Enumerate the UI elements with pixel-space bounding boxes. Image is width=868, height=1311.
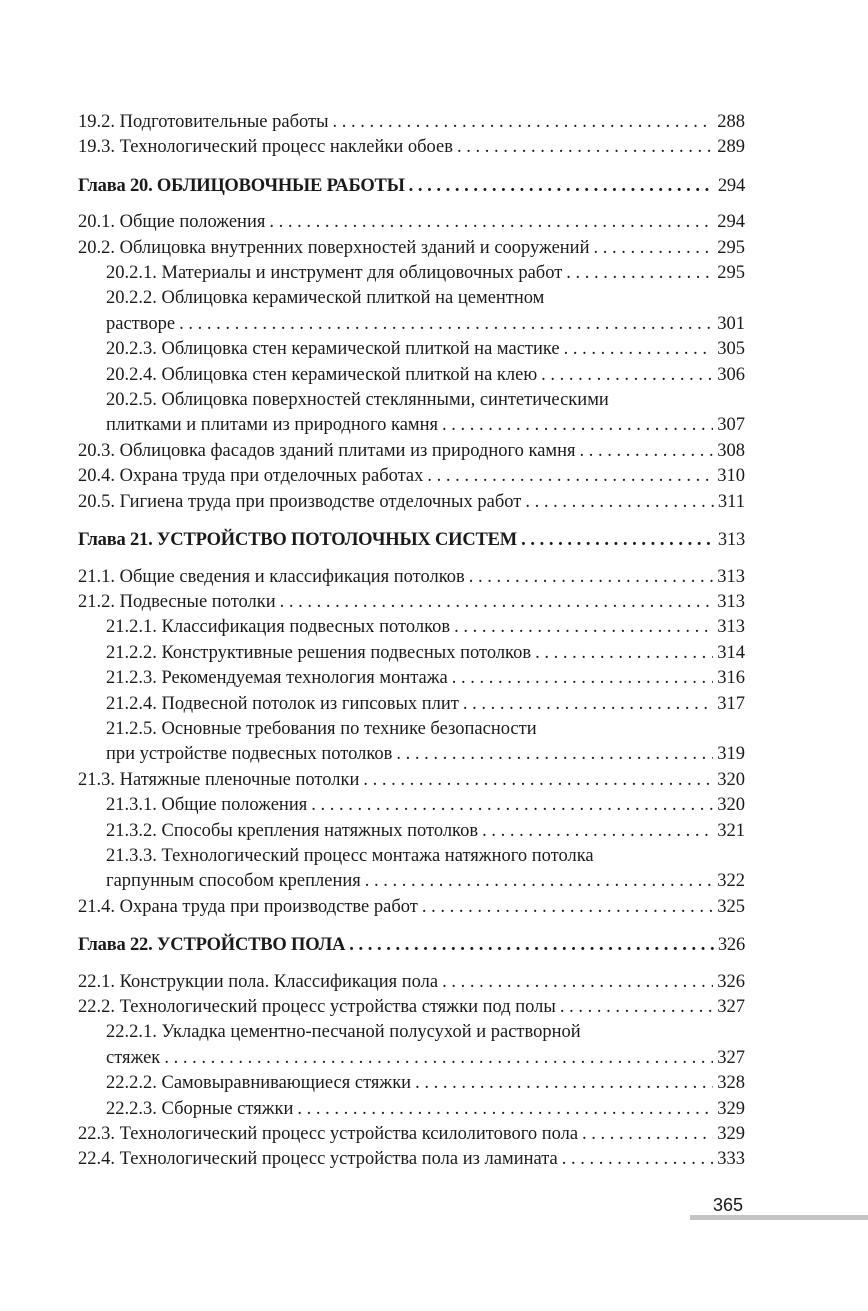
page-number: 307	[717, 415, 745, 436]
page-number: 306	[717, 364, 745, 385]
leader-dots	[521, 528, 714, 553]
leader-dots	[452, 666, 713, 691]
toc-entry-20-2-5-line1: 20.2.5. Облицовка поверхностей стеклянными, синтетическими	[106, 390, 609, 411]
page-number: 329	[717, 1124, 745, 1145]
page-number: 301	[717, 313, 745, 334]
entry-title: 20.2.4. Облицовка стен керамической плиткой на клею	[106, 364, 538, 385]
toc-entry-20-2	[78, 236, 745, 261]
page-number: 308	[717, 440, 745, 461]
entry-title: 20.2. Облицовка внутренних поверхностей зданий и сооружений	[78, 237, 590, 258]
page-number: 316	[717, 668, 745, 689]
chapter-title: Глава 21. УСТРОЙСТВО ПОТОЛОЧНЫХ СИСТЕМ	[78, 530, 518, 551]
toc-entry-21-3-2	[78, 819, 745, 844]
toc-entry-20-3	[78, 439, 745, 464]
entry-title: 22.2. Технологический процесс устройства стяжки под полы	[78, 997, 556, 1017]
toc-entry-21-2-1	[78, 615, 745, 640]
leader-dots	[297, 1097, 713, 1122]
page-number: 311	[717, 491, 745, 512]
chapter-title: Глава 22. УСТРОЙСТВО ПОЛА	[78, 935, 346, 956]
page-number: 328	[717, 1073, 745, 1094]
entry-title: 20.1. Общие положения	[78, 212, 266, 233]
entry-title: 21.2.2. Конструктивные решения подвесных потолков	[106, 642, 532, 663]
toc-entry-21-2	[78, 590, 745, 615]
entry-title: 20.3. Облицовка фасадов зданий плитами из природного камня	[78, 440, 576, 461]
leader-dots	[580, 439, 714, 464]
entry-title: при устройстве подвесных потолков	[106, 744, 393, 765]
leader-dots	[422, 895, 713, 920]
page-number: 327	[717, 1047, 745, 1068]
toc-entry-19-3	[78, 135, 745, 160]
toc-entry-22-3	[78, 1122, 745, 1147]
entry-title: 22.4. Технологический процесс устройства пола из ламината	[78, 1149, 558, 1170]
page-number: 314	[717, 642, 745, 663]
toc-entry-20-4	[78, 464, 745, 489]
leader-dots	[457, 135, 713, 160]
page-number: 289	[717, 137, 745, 158]
toc-entry-21-3	[78, 768, 745, 793]
entry-title: 20.2.3. Облицовка стен керамической плиткой на мастике	[106, 339, 560, 360]
page-number: 327	[717, 997, 745, 1017]
toc-entry-21-1	[78, 565, 745, 590]
page-number: 313	[717, 591, 745, 612]
toc-entry-20-2-4	[78, 363, 745, 388]
page-number: 321	[717, 820, 745, 841]
leader-dots	[566, 261, 713, 286]
page-number: 322	[717, 871, 745, 892]
toc-entry-22-4	[78, 1147, 745, 1172]
leader-dots	[396, 742, 713, 767]
leader-dots	[409, 174, 714, 199]
leader-dots	[560, 995, 713, 1020]
leader-dots	[454, 615, 713, 640]
page-number: 295	[717, 263, 745, 284]
toc-entry-20-1	[78, 210, 745, 235]
toc-entry-22-2-1-line1: 22.2.1. Укладка цементно-песчаной полусухой и растворной	[106, 1022, 581, 1043]
toc-entry-21-2-5-line1: 21.2.5. Основные требования по технике безопасности	[106, 718, 537, 739]
toc-entry-21-2-4	[78, 692, 745, 717]
leader-dots	[594, 236, 714, 261]
toc-entry-19-2	[78, 110, 745, 135]
leader-dots	[564, 337, 714, 362]
entry-title: плитками и плитами из природного камня	[106, 415, 439, 436]
toc-entry-22-2	[78, 995, 745, 1020]
toc-chapter-22	[78, 933, 745, 958]
leader-dots	[179, 312, 713, 337]
leader-dots	[535, 641, 713, 666]
page-number: 325	[717, 896, 745, 917]
entry-title: 21.4. Охрана труда при производстве работ	[78, 896, 418, 917]
toc-entry-20-2-1	[78, 261, 745, 286]
leader-dots	[442, 413, 713, 438]
chapter-title: Глава 20. ОБЛИЦОВОЧНЫЕ РАБОТЫ	[78, 175, 405, 196]
page-number: 313	[717, 530, 745, 551]
page-number: 326	[717, 935, 745, 956]
toc-entry-20-2-2	[78, 312, 745, 337]
toc-entry-21-2-3	[78, 666, 745, 691]
page-number: 326	[717, 971, 745, 992]
entry-title: 21.2. Подвесные потолки	[78, 591, 276, 612]
leader-dots	[269, 210, 713, 235]
page-number: 305	[717, 339, 745, 360]
page-number: 310	[717, 466, 745, 487]
page-number: 288	[717, 112, 745, 132]
table-of-contents	[78, 110, 745, 1173]
entry-title: 22.3. Технологический процесс устройства ксилолитового пола	[78, 1124, 579, 1145]
leader-dots	[415, 1071, 713, 1096]
page-number: 329	[717, 1098, 745, 1119]
toc-entry-21-3-3-line1: 21.3.3. Технологический процесс монтажа натяжного потолка	[106, 845, 594, 866]
entry-title: 21.3.1. Общие положения	[106, 795, 308, 816]
toc-entry-22-1	[78, 970, 745, 995]
toc-chapter-21	[78, 528, 745, 553]
entry-title: стяжек	[106, 1047, 161, 1068]
leader-dots	[363, 768, 713, 793]
leader-dots	[541, 363, 713, 388]
leader-dots	[482, 819, 713, 844]
toc-entry-22-2-2	[78, 1071, 745, 1096]
leader-dots	[365, 869, 713, 894]
page-number: 319	[717, 744, 745, 765]
page-number: 317	[717, 693, 745, 714]
toc-entry-22-2-1	[78, 1046, 745, 1071]
entry-title: 22.2.2. Самовыравнивающиеся стяжки	[106, 1073, 412, 1094]
leader-dots	[469, 565, 713, 590]
toc-entry-20-5	[78, 490, 745, 515]
leader-dots	[311, 793, 713, 818]
entry-title: 21.3. Натяжные пленочные потолки	[78, 769, 360, 790]
entry-title: 21.2.1. Классификация подвесных потолков	[106, 617, 451, 638]
folio-rule	[690, 1215, 868, 1220]
entry-title: 20.4. Охрана труда при отделочных работах	[78, 466, 424, 487]
entry-title: 21.2.4. Подвесной потолок из гипсовых плит	[106, 693, 459, 714]
leader-dots	[525, 490, 714, 515]
leader-dots	[463, 692, 713, 717]
entry-title: 20.2.1. Материалы и инструмент для облицовочных работ	[106, 263, 563, 284]
toc-entry-20-2-3	[78, 337, 745, 362]
entry-title: 22.2.3. Сборные стяжки	[106, 1098, 294, 1119]
toc-entry-20-2-5	[78, 413, 745, 438]
toc-entry-21-2-2	[78, 641, 745, 666]
page-number: 320	[717, 795, 745, 816]
entry-title: 20.5. Гигиена труда при производстве отделочных работ	[78, 491, 522, 512]
page-number: 313	[717, 617, 745, 638]
entry-title: 21.3.2. Способы крепления натяжных потолков	[106, 820, 479, 841]
leader-dots	[442, 970, 713, 995]
entry-title: 22.1. Конструкции пола. Классификация пола	[78, 971, 439, 992]
entry-title: гарпунным способом крепления	[106, 871, 361, 892]
toc-entry-21-3-3	[78, 869, 745, 894]
page-number: 295	[717, 237, 745, 258]
page-number: 294	[717, 175, 745, 196]
entry-title: 21.2.3. Рекомендуемая технология монтажа	[106, 668, 448, 689]
leader-dots	[164, 1046, 713, 1071]
leader-dots	[349, 933, 714, 958]
entry-title: растворе	[106, 313, 176, 334]
entry-title: 19.3. Технологический процесс наклейки обоев	[78, 137, 453, 158]
toc-entry-21-3-1	[78, 793, 745, 818]
leader-dots	[333, 110, 714, 135]
toc-entry-21-2-5	[78, 742, 745, 767]
leader-dots	[582, 1122, 713, 1147]
toc-entry-20-2-2-line1: 20.2.2. Облицовка керамической плиткой на цементном	[106, 288, 545, 309]
toc-chapter-20	[78, 174, 745, 199]
leader-dots	[427, 464, 713, 489]
leader-dots	[280, 590, 714, 615]
page-number-folio: 365	[713, 1195, 744, 1215]
toc-entry-21-4	[78, 895, 745, 920]
entry-title: 21.1. Общие сведения и классификация потолков	[78, 566, 465, 587]
toc-entry-22-2-3	[78, 1097, 745, 1122]
entry-title: 19.2. Подготовительные работы	[78, 112, 329, 132]
leader-dots	[562, 1147, 714, 1172]
page-number: 313	[717, 566, 745, 587]
page-number: 320	[717, 769, 745, 790]
page-number: 333	[717, 1149, 745, 1170]
page-number: 294	[717, 212, 745, 233]
